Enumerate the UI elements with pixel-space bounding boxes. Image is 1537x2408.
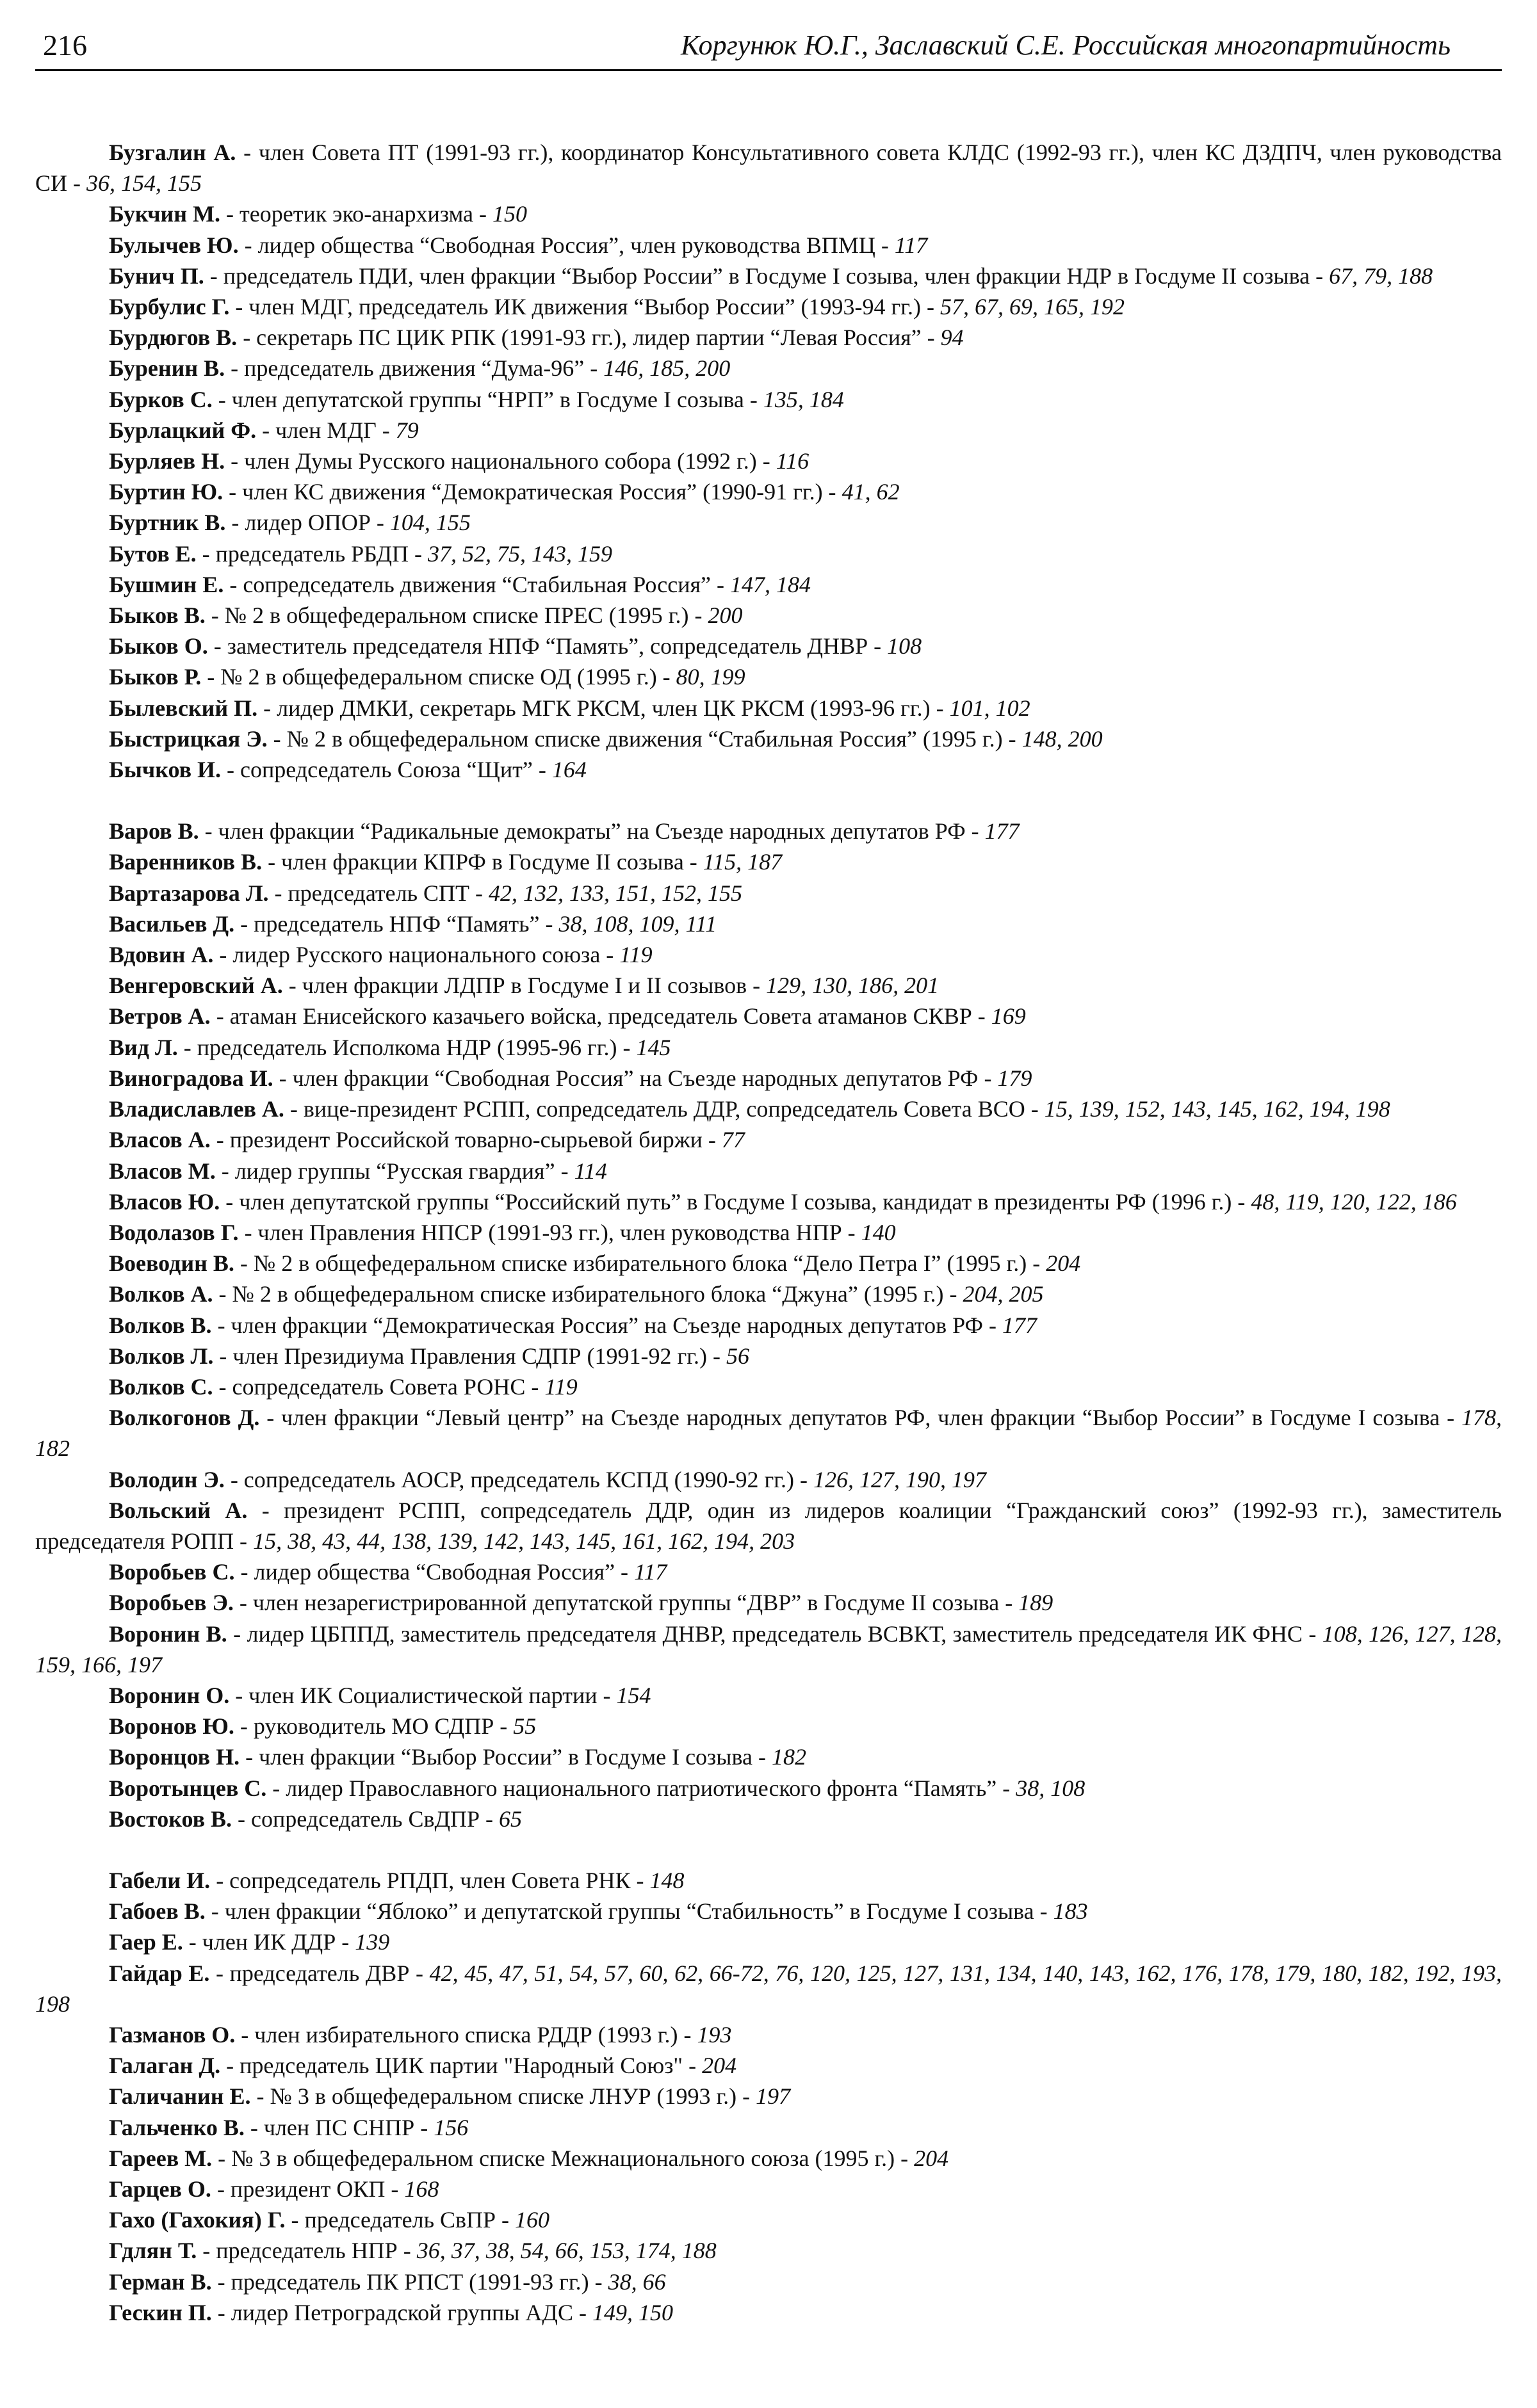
- index-entry: [35, 878, 1502, 909]
- entry-pages: 160: [515, 2207, 550, 2233]
- entry-description: - член Президиума Правления СДПР (1991-92 гг.) -: [213, 1343, 726, 1369]
- entry-description: - председатель ПДИ, член фракции “Выбор России” в Госдуме I созыва, член фракции НДР в Госдуме II созыва -: [204, 263, 1330, 289]
- index-entry: [35, 2050, 1502, 2081]
- index-entry: [35, 909, 1502, 939]
- entry-description: - член Думы Русского национального собора (1992 г.) -: [225, 448, 776, 474]
- entry-description: - сопредседатель РПДП, член Совета РНК -: [210, 1867, 650, 1893]
- index-entry: [35, 600, 1502, 631]
- index-entry: [35, 415, 1502, 446]
- index-entry: [35, 1001, 1502, 1031]
- entry-description: - член ИК ДДР -: [183, 1929, 355, 1955]
- entry-name: Волков С.: [109, 1373, 213, 1400]
- entry-name: Габоев В.: [109, 1898, 206, 1925]
- entry-pages: 56: [726, 1343, 749, 1369]
- index-entry: [35, 723, 1502, 754]
- index-entry: [35, 2019, 1502, 2050]
- entry-description: - член фракции ЛДПР в Госдуме I и II созывов -: [282, 973, 767, 999]
- index-entry: [35, 1186, 1502, 1217]
- entry-description: - атаман Енисейского казачьего войска, председатель Совета атаманов СКВР -: [210, 1003, 991, 1030]
- entry-pages: 204, 205: [963, 1281, 1044, 1307]
- entry-pages: 197: [756, 2083, 791, 2110]
- index-entry: [35, 2112, 1502, 2143]
- index-entry: [35, 1248, 1502, 1279]
- entry-pages: 55: [513, 1713, 537, 1740]
- entry-pages: 129, 130, 186, 201: [766, 973, 939, 999]
- entry-description: - член депутатской группы “НРП” в Госдуме I созыва -: [212, 386, 763, 412]
- entry-pages: 79: [395, 417, 419, 443]
- index-entry: [35, 1619, 1502, 1680]
- entry-pages: 146, 185, 200: [603, 355, 731, 382]
- entry-pages: 154: [616, 1682, 651, 1708]
- entry-pages: 15, 139, 152, 143, 145, 162, 194, 198: [1044, 1096, 1390, 1122]
- index-entry: [35, 2235, 1502, 2266]
- entry-pages: 48, 119, 120, 122, 186: [1251, 1188, 1457, 1215]
- entry-pages: 179: [997, 1065, 1032, 1091]
- index-entry: [35, 1464, 1502, 1495]
- entry-pages: 147, 184: [730, 571, 811, 597]
- entry-description: - № 2 в общефедеральном списке движения “Стабильная Россия” (1995 г.) -: [267, 725, 1022, 752]
- index-entry: [35, 2174, 1502, 2204]
- entry-name: Воротынцев С.: [109, 1775, 267, 1801]
- entry-description: - сопредседатель СвДПР -: [232, 1806, 500, 1832]
- entry-name: Бутов Е.: [109, 540, 197, 567]
- entry-description: - президент РСПП, сопредседатель ДДР, один из лидеров коалиции “Гражданский союз” (1992-93 гг.), заместитель председателя РОПП -: [35, 1497, 1502, 1554]
- name-index: [35, 137, 1502, 2328]
- entry-description: - член ПС СНПР -: [244, 2114, 434, 2140]
- entry-name: Галаган Д.: [109, 2053, 221, 2079]
- entry-pages: 178, 182: [35, 1405, 1502, 1462]
- entry-pages: 67, 79, 188: [1329, 263, 1433, 289]
- entry-name: Гаер Е.: [109, 1929, 183, 1955]
- entry-pages: 94: [940, 325, 964, 351]
- entry-description: - заместитель председателя НПФ “Память”, сопредседатель ДНВР -: [207, 633, 888, 659]
- entry-name: Бычков И.: [109, 757, 222, 783]
- entry-pages: 101, 102: [949, 695, 1030, 721]
- entry-name: Буртник В.: [109, 510, 226, 536]
- entry-description: - председатель движения “Дума-96” -: [225, 355, 604, 382]
- entry-pages: 42, 132, 133, 151, 152, 155: [489, 880, 742, 906]
- entry-description: - лидер общества “Свободная Россия”, член руководства ВПМЦ -: [238, 232, 895, 258]
- index-entry: [35, 1804, 1502, 1834]
- index-entry: [35, 1094, 1502, 1124]
- entry-name: Гареев М.: [109, 2145, 213, 2171]
- entry-name: Волков В.: [109, 1312, 212, 1338]
- index-entry: [35, 538, 1502, 569]
- entry-name: Власов М.: [109, 1158, 216, 1184]
- entry-pages: 156: [434, 2114, 469, 2140]
- entry-name: Воробьев Э.: [109, 1590, 234, 1616]
- entry-name: Владиславлев А.: [109, 1096, 284, 1122]
- entry-description: - лидер Русского национального союза -: [213, 942, 620, 968]
- entry-pages: 119: [619, 942, 653, 968]
- entry-name: Гайдар Е.: [109, 1960, 210, 1986]
- index-entry: [35, 1156, 1502, 1186]
- entry-description: - председатель ДВР -: [209, 1960, 430, 1986]
- entry-name: Вольский А.: [109, 1497, 248, 1523]
- entry-pages: 204: [1046, 1250, 1081, 1277]
- entry-pages: 193: [697, 2021, 732, 2048]
- index-entry: [35, 384, 1502, 415]
- running-head: [35, 26, 1502, 71]
- index-entry: [35, 1402, 1502, 1464]
- entry-description: - член фракции “Демократическая Россия” на Съезде народных депутатов РФ -: [211, 1312, 1002, 1338]
- entry-name: Букчин М.: [109, 201, 221, 227]
- entry-pages: 65: [499, 1806, 523, 1832]
- entry-name: Бурбулис Г.: [109, 294, 230, 320]
- entry-pages: 104, 155: [389, 510, 471, 536]
- entry-name: Воронин В.: [109, 1620, 227, 1647]
- entry-description: - член Совета ПТ (1991-93 гг.), координатор Консультативного совета КЛДС (1992-93 гг.), член КС ДЗДПЧ, член руководства СИ -: [35, 140, 1502, 197]
- entry-name: Гдлян Т.: [109, 2238, 197, 2264]
- index-entry: [35, 291, 1502, 322]
- entry-pages: 38, 108: [1016, 1775, 1086, 1801]
- entry-name: Быстрицкая Э.: [109, 725, 268, 752]
- entry-name: Булычев Ю.: [109, 232, 239, 258]
- entry-pages: 38, 66: [608, 2268, 666, 2295]
- entry-pages: 77: [721, 1127, 745, 1153]
- entry-description: - теоретик эко-анархизма -: [220, 201, 492, 227]
- entry-name: Власов Ю.: [109, 1188, 220, 1215]
- index-entry: [35, 661, 1502, 692]
- running-title: Коргунюк Ю.Г., Заславский С.Е. Российская многопартийность: [681, 29, 1451, 61]
- entry-name: Гескин П.: [109, 2299, 212, 2325]
- entry-name: Бурляев Н.: [109, 448, 225, 474]
- index-entry: [35, 1495, 1502, 1556]
- entry-pages: 135, 184: [763, 386, 844, 412]
- index-entry: [35, 1217, 1502, 1248]
- entry-description: - председатель СПТ -: [268, 880, 489, 906]
- entry-description: - председатель ЦИК партии "Народный Союз" -: [220, 2053, 703, 2079]
- entry-description: - № 3 в общефедеральном списке ЛНУР (1993 г.) -: [250, 2083, 756, 2110]
- entry-description: - член МДГ -: [256, 417, 396, 443]
- index-entry: [35, 631, 1502, 661]
- index-entry: [35, 1032, 1502, 1063]
- entry-description: - № 2 в общефедеральном списке избирательного блока “Дело Петра I” (1995 г.) -: [234, 1250, 1046, 1277]
- entry-name: Водолазов Г.: [109, 1219, 239, 1245]
- entry-description: - председатель ПК РПСТ (1991-93 гг.) -: [211, 2268, 608, 2295]
- index-entry: [35, 970, 1502, 1001]
- entry-pages: 204: [702, 2053, 737, 2079]
- entry-description: - сопредседатель Совета РОНС -: [213, 1373, 545, 1400]
- index-entry: [35, 322, 1502, 353]
- entry-description: - член избирательного списка РДДР (1993 г.) -: [235, 2021, 697, 2048]
- index-entry: [35, 569, 1502, 600]
- entry-description: - президент Российской товарно-сырьевой биржи -: [210, 1127, 722, 1153]
- entry-description: - лидер Православного национального патриотического фронта “Память” -: [266, 1775, 1016, 1801]
- entry-name: Вдовин А.: [109, 942, 214, 968]
- entry-pages: 42, 45, 47, 51, 54, 57, 60, 62, 66-72, 76, 120, 125, 127, 131, 134, 140, 143, 162, 176, 178, 179, 180, 182, 192, 193, 198: [35, 1960, 1502, 2017]
- entry-description: - № 3 в общефедеральном списке Межнационального союза (1995 г.) -: [212, 2145, 915, 2171]
- entry-name: Васильев Д.: [109, 910, 235, 937]
- index-entry: [35, 1741, 1502, 1772]
- entry-description: - председатель НПР -: [197, 2238, 417, 2264]
- index-entry: [35, 693, 1502, 723]
- entry-name: Буртин Ю.: [109, 479, 224, 505]
- entry-pages: 183: [1053, 1898, 1088, 1925]
- entry-pages: 117: [894, 232, 928, 258]
- entry-description: - лидер Петроградской группы АДС -: [211, 2299, 592, 2325]
- index-entry: [35, 1680, 1502, 1711]
- index-entry: [35, 1124, 1502, 1155]
- entry-name: Варенников В.: [109, 849, 263, 875]
- entry-pages: 200: [708, 602, 743, 629]
- entry-name: Гахо (Гахокия) Г.: [109, 2207, 286, 2233]
- entry-description: - лидер ДМКИ, секретарь МГК РКСМ, член ЦК РКСМ (1993-96 гг.) -: [257, 695, 950, 721]
- entry-description: - член КС движения “Демократическая Россия” (1990-91 гг.) -: [223, 479, 842, 505]
- index-entry: [35, 198, 1502, 229]
- entry-name: Ветров А.: [109, 1003, 211, 1030]
- entry-description: - президент ОКП -: [211, 2176, 405, 2202]
- entry-name: Былевский П.: [109, 695, 258, 721]
- entry-name: Бурлацкий Ф.: [109, 417, 257, 443]
- index-entry: [35, 1279, 1502, 1309]
- index-entry: [35, 2297, 1502, 2328]
- index-entry: [35, 1063, 1502, 1094]
- index-entry: [35, 939, 1502, 970]
- entry-name: Венгеровский А.: [109, 973, 283, 999]
- entry-pages: 148: [649, 1867, 685, 1893]
- entry-description: - председатель Исполкома НДР (1995-96 гг.) -: [177, 1034, 637, 1060]
- index-entry: [35, 1927, 1502, 1957]
- entry-name: Бурдюгов В.: [109, 325, 238, 351]
- entry-pages: 57, 67, 69, 165, 192: [939, 294, 1125, 320]
- entry-name: Бузгалин А.: [109, 140, 236, 165]
- entry-description: - член незарегистрированной депутатской группы “ДВР” в Госдуме II созыва -: [233, 1590, 1019, 1616]
- index-entry: [35, 1896, 1502, 1927]
- entry-pages: 114: [574, 1158, 607, 1184]
- index-entry: [35, 754, 1502, 785]
- entry-description: - член фракции КПРФ в Госдуме II созыва -: [262, 849, 703, 875]
- entry-pages: 37, 52, 75, 143, 159: [428, 540, 612, 567]
- index-entry: [35, 2267, 1502, 2297]
- entry-pages: 38, 108, 109, 111: [558, 910, 717, 937]
- entry-pages: 15, 38, 43, 44, 138, 139, 142, 143, 145, 161, 162, 194, 203: [253, 1528, 795, 1554]
- entry-pages: 204: [914, 2145, 949, 2171]
- index-entry: [35, 507, 1502, 538]
- entry-pages: 108: [887, 633, 922, 659]
- entry-description: - председатель НПФ “Память” -: [234, 910, 559, 937]
- index-entry: [35, 1341, 1502, 1371]
- entry-pages: 149, 150: [592, 2299, 673, 2325]
- entry-description: - член депутатской группы “Российский путь” в Госдуме I созыва, кандидат в президенты РФ (1996 г.) -: [220, 1188, 1251, 1215]
- index-entry: [35, 846, 1502, 877]
- index-entry: [35, 230, 1502, 261]
- entry-name: Виноградова И.: [109, 1065, 273, 1091]
- entry-description: - сопредседатель движения “Стабильная Россия” -: [224, 571, 731, 597]
- entry-description: - член ИК Социалистической партии -: [229, 1682, 617, 1708]
- entry-description: - член Правления НПСР (1991-93 гг.), член руководства НПР -: [238, 1219, 861, 1245]
- entry-name: Воронцов Н.: [109, 1744, 240, 1770]
- entry-name: Волков Л.: [109, 1343, 214, 1369]
- index-entry: [35, 1371, 1502, 1402]
- entry-name: Быков В.: [109, 602, 206, 629]
- entry-name: Волков А.: [109, 1281, 213, 1307]
- entry-name: Варов В.: [109, 818, 199, 844]
- entry-description: - секретарь ПС ЦИК РПК (1991-93 гг.), лидер партии “Левая Россия” -: [237, 325, 941, 351]
- entry-pages: 108, 126, 127, 128, 159, 166, 197: [35, 1620, 1502, 1677]
- index-entry: [35, 1556, 1502, 1587]
- entry-pages: 41, 62: [842, 479, 900, 505]
- entry-name: Гальченко В.: [109, 2114, 245, 2140]
- index-entry: [35, 2204, 1502, 2235]
- entry-pages: 164: [551, 757, 587, 783]
- entry-name: Бурков С.: [109, 386, 213, 412]
- index-entry: [35, 2081, 1502, 2112]
- entry-description: - член фракции “Радикальные демократы” на Съезде народных депутатов РФ -: [199, 818, 985, 844]
- entry-description: - № 2 в общефедеральном списке ПРЕС (1995 г.) -: [205, 602, 708, 629]
- entry-description: - член фракции “Выбор России” в Госдуме I созыва -: [240, 1744, 772, 1770]
- entry-name: Востоков В.: [109, 1806, 232, 1832]
- entry-name: Бунич П.: [109, 263, 204, 289]
- entry-name: Воробьев С.: [109, 1559, 235, 1585]
- index-entry: [35, 1773, 1502, 1804]
- entry-pages: 150: [492, 201, 527, 227]
- entry-pages: 139: [355, 1929, 390, 1955]
- entry-description: - председатель РБДП -: [196, 540, 428, 567]
- entry-description: - лидер общества “Свободная Россия” -: [234, 1559, 635, 1585]
- page: [35, 26, 1502, 2382]
- index-entry: [35, 816, 1502, 846]
- entry-pages: 189: [1018, 1590, 1053, 1616]
- index-entry: [35, 2143, 1502, 2174]
- entry-description: - № 2 в общефедеральном списке ОД (1995 г.) -: [201, 664, 676, 690]
- entry-pages: 116: [776, 448, 809, 474]
- entry-pages: 140: [861, 1219, 896, 1245]
- entry-name: Володин Э.: [109, 1466, 225, 1492]
- entry-description: - сопредседатель АОСР, председатель КСПД (1990-92 гг.) -: [224, 1466, 813, 1492]
- entry-pages: 119: [544, 1373, 578, 1400]
- entry-pages: 182: [771, 1744, 806, 1770]
- entry-pages: 177: [1002, 1312, 1037, 1338]
- entry-description: - председатель СвПР -: [285, 2207, 516, 2233]
- entry-pages: 169: [991, 1003, 1026, 1030]
- entry-name: Быков Р.: [109, 664, 202, 690]
- entry-pages: 148, 200: [1021, 725, 1103, 752]
- entry-description: - вице-президент РСПП, сопредседатель ДДР, сопредседатель Совета ВСО -: [284, 1096, 1045, 1122]
- entry-description: - № 2 в общефедеральном списке избирательного блока “Джуна” (1995 г.) -: [213, 1281, 963, 1307]
- entry-pages: 36, 37, 38, 54, 66, 153, 174, 188: [416, 2238, 717, 2264]
- index-entry: [35, 1310, 1502, 1341]
- entry-name: Габели И.: [109, 1867, 211, 1893]
- entry-name: Гарцев О.: [109, 2176, 211, 2202]
- entry-name: Воеводин В.: [109, 1250, 234, 1277]
- entry-name: Воронин О.: [109, 1682, 230, 1708]
- entry-description: - член МДГ, председатель ИК движения “Выбор России” (1993-94 гг.) -: [229, 294, 940, 320]
- entry-name: Вартазарова Л.: [109, 880, 269, 906]
- index-entry: [35, 1587, 1502, 1618]
- entry-name: Галичанин Е.: [109, 2083, 251, 2110]
- entry-pages: 126, 127, 190, 197: [813, 1466, 986, 1492]
- entry-name: Вид Л.: [109, 1034, 178, 1060]
- entry-description: - лидер ЦБППД, заместитель председателя ДНВР, председатель ВСВКТ, заместитель председателя ИК ФНС -: [227, 1620, 1322, 1647]
- entry-pages: 177: [984, 818, 1020, 844]
- index-entry: [35, 261, 1502, 291]
- entry-description: - член фракции “Яблоко” и депутатской группы “Стабильность” в Госдуме I созыва -: [205, 1898, 1053, 1925]
- entry-description: - руководитель МО СДПР -: [234, 1713, 514, 1740]
- entry-pages: 168: [404, 2176, 439, 2202]
- entry-pages: 36, 154, 155: [86, 170, 202, 197]
- index-entry: [35, 446, 1502, 476]
- entry-pages: 115, 187: [703, 849, 783, 875]
- entry-description: - лидер ОПОР -: [225, 510, 390, 536]
- entry-name: Герман В.: [109, 2268, 212, 2295]
- entry-description: - член фракции “Левый центр” на Съезде народных депутатов РФ, член фракции “Выбор России” в Госдуме I созыва -: [259, 1405, 1461, 1431]
- entry-name: Быков О.: [109, 633, 208, 659]
- entry-pages: 80, 199: [676, 664, 745, 690]
- entry-name: Власов А.: [109, 1127, 211, 1153]
- entry-description: - лидер группы “Русская гвардия” -: [215, 1158, 574, 1184]
- entry-description: - член фракции “Свободная Россия” на Съезде народных депутатов РФ -: [273, 1065, 998, 1091]
- entry-pages: 145: [636, 1034, 671, 1060]
- index-entry: [35, 1865, 1502, 1896]
- index-entry: [35, 1711, 1502, 1741]
- entry-description: - сопредседатель Союза “Щит” -: [221, 757, 552, 783]
- entry-name: Волкогонов Д.: [109, 1405, 260, 1431]
- entry-name: Воронов Ю.: [109, 1713, 234, 1740]
- entry-pages: 117: [634, 1559, 667, 1585]
- index-entry: [35, 137, 1502, 198]
- entry-name: Буренин В.: [109, 355, 225, 382]
- page-number: 216: [43, 29, 87, 61]
- index-entry: [35, 1958, 1502, 2019]
- index-entry: [35, 353, 1502, 384]
- entry-name: Бушмин Е.: [109, 571, 224, 597]
- entry-name: Газманов О.: [109, 2021, 236, 2048]
- index-entry: [35, 476, 1502, 507]
